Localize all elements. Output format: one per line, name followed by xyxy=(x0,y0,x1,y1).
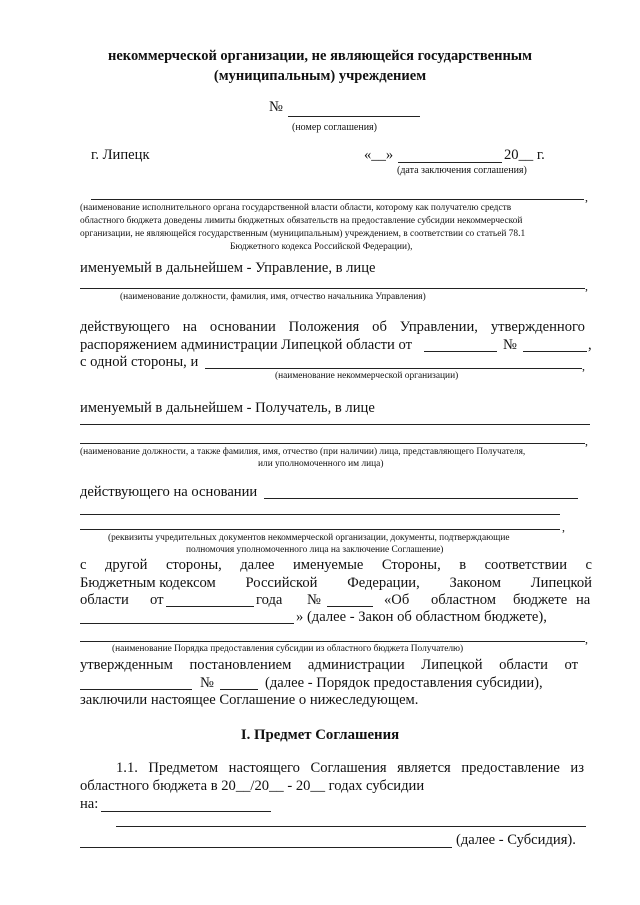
order-comma: , xyxy=(585,632,588,646)
doc-title-line1: некоммерческой организации, не являющейся государственным xyxy=(107,48,533,64)
approved-word: области xyxy=(499,657,548,673)
parties-row2 xyxy=(80,575,592,592)
section1-word: 1.1. xyxy=(116,760,138,776)
basis-line1 xyxy=(80,319,585,336)
parties-word: далее xyxy=(240,557,275,573)
parties-row3-on: на xyxy=(576,592,591,608)
date-year: 20__ г. xyxy=(504,147,545,163)
parties-word: Липецкой xyxy=(530,575,592,591)
recipient-comma: , xyxy=(585,434,588,448)
approved-row3: заключили настоящее Соглашение о нижеследующем. xyxy=(80,692,419,708)
org-name-field[interactable] xyxy=(205,368,582,369)
authority-caption-1: (наименование исполнительного органа государственной власти области, которому как получателю средств xyxy=(80,203,512,213)
parties-word: стороны, xyxy=(165,557,222,573)
section1-word: из xyxy=(570,760,584,776)
parties-row1 xyxy=(80,557,592,574)
parties-word: Стороны, xyxy=(381,557,441,573)
basis-word: Управлении, xyxy=(399,319,478,335)
city: г. Липецк xyxy=(91,147,150,163)
parties-row3-from: от xyxy=(150,592,164,608)
section1-p1 xyxy=(116,760,584,777)
basis-word: утвержденного xyxy=(490,319,585,335)
authority-caption-2: областного бюджета доведены лимиты бюджетных обязательств на предоставление субсидии некоммерческой xyxy=(80,216,523,226)
authority-caption-4: Бюджетного кодекса Российской Федерации), xyxy=(230,242,413,252)
parties-word: соответствии xyxy=(484,557,568,573)
section1-p3: на: xyxy=(80,796,99,812)
section1-heading: I. Предмет Соглашения xyxy=(240,727,400,743)
basis-comma-2: , xyxy=(588,337,592,353)
parties-row3-ob: «Об xyxy=(384,592,410,608)
parties-word: Законом xyxy=(449,575,501,591)
resolution-number-field[interactable] xyxy=(220,689,258,690)
parties-word: Российской xyxy=(245,575,318,591)
recipient-basis-field-3[interactable] xyxy=(80,529,560,530)
parties-word: Федерации, xyxy=(347,575,420,591)
requisites-caption-1: (реквизиты учредительных документов некоммерческой организации, документы, подтверждающие xyxy=(108,533,510,543)
parties-row3-no: № xyxy=(307,592,321,608)
parties-row3-year: года xyxy=(256,592,283,608)
approved-word: постановлением xyxy=(189,657,292,673)
order-number-field[interactable] xyxy=(523,351,587,352)
authority-field[interactable] xyxy=(91,199,584,200)
section1-word: Соглашения xyxy=(310,760,387,776)
org-caption: (наименование некоммерческой организации) xyxy=(275,371,459,381)
basis-word: действующего xyxy=(80,319,170,335)
subsidy-target-field-1[interactable] xyxy=(101,811,271,812)
section1-word: Предметом xyxy=(148,760,219,776)
basis-comma-3: , xyxy=(582,359,585,373)
parties-row4: » (далее - Закон об областном бюджете), xyxy=(296,609,547,625)
head-field[interactable] xyxy=(80,288,585,289)
date-caption: (дата заключения соглашения) xyxy=(397,165,527,176)
recipient-acting: действующего на основании xyxy=(80,484,258,500)
basis-number-label: № xyxy=(503,337,517,353)
number-field[interactable] xyxy=(288,116,420,117)
recipient-named: именуемый в дальнейшем - Получатель, в лице xyxy=(80,400,375,416)
parties-word: именуемые xyxy=(292,557,364,573)
parties-word: Бюджетным кодексом xyxy=(80,575,216,591)
basis-word: Положения xyxy=(288,319,360,335)
basis-line3-text: с одной стороны, и xyxy=(80,354,199,370)
head-comma: , xyxy=(585,279,588,293)
parties-word: в xyxy=(459,557,467,573)
date-month-field[interactable] xyxy=(398,162,502,163)
parties-word: с xyxy=(585,557,592,573)
recipient-caption-1: (наименование должности, а также фамилия, имя, отчество (при наличии) лица, представляющего Получателя, xyxy=(80,447,526,457)
recipient-basis-field-1[interactable] xyxy=(264,498,578,499)
recipient-basis-field-2[interactable] xyxy=(80,514,560,515)
basis-word: на xyxy=(182,319,197,335)
authority-named: именуемый в дальнейшем - Управление, в лице xyxy=(80,260,376,276)
recipient-caption-2: или уполномоченного им лица) xyxy=(258,459,384,469)
recipient-head-field-2[interactable] xyxy=(80,443,585,444)
approved-row2-text: (далее - Порядок предоставления субсидии), xyxy=(265,675,543,691)
date-day: «__» xyxy=(364,147,394,163)
authority-caption-3: организации, не являющейся государственным (муниципальным) учреждением, в соответствии со статьей 78.1 xyxy=(80,229,526,239)
parties-row3-regional: областном xyxy=(431,592,497,608)
budget-years-field[interactable] xyxy=(80,623,294,624)
subsidy-target-field-2[interactable] xyxy=(116,826,586,827)
order-date-field[interactable] xyxy=(424,351,497,352)
basis-line2-text: распоряжением администрации Липецкой области от xyxy=(80,337,412,353)
approved-word: от xyxy=(564,657,578,673)
recipient-head-field-1[interactable] xyxy=(80,424,590,425)
requisites-caption-2: полномочия уполномоченного лица на заключение Соглашение) xyxy=(186,545,444,555)
parties-row3-budget: бюджете xyxy=(513,592,568,608)
section1-word: является xyxy=(397,760,451,776)
doc-title-line2: (муниципальным) учреждением xyxy=(213,68,427,84)
section1-word: предоставление xyxy=(461,760,560,776)
section1-p4: (далее - Субсидия). xyxy=(456,832,576,848)
subsidy-target-field-3[interactable] xyxy=(80,847,452,848)
approved-no: № xyxy=(200,675,214,691)
parties-word: с xyxy=(80,557,87,573)
head-caption: (наименование должности, фамилия, имя, отчество начальника Управления) xyxy=(120,292,426,302)
section1-word: настоящего xyxy=(228,760,300,776)
approved-word: Липецкой xyxy=(421,657,483,673)
basis-word: об xyxy=(372,319,387,335)
law-number-field[interactable] xyxy=(327,606,373,607)
approved-word: утвержденным xyxy=(80,657,173,673)
basis-word: основании xyxy=(209,319,276,335)
approved-row1 xyxy=(80,657,578,674)
order-name-field[interactable] xyxy=(80,641,585,642)
law-date-field[interactable] xyxy=(166,606,254,607)
approved-word: администрации xyxy=(307,657,405,673)
order-caption: (наименование Порядка предоставления субсидии из областного бюджета Получателю) xyxy=(112,644,464,654)
resolution-date-field[interactable] xyxy=(80,689,192,690)
section1-p2: областного бюджета в 20__/20__ - 20__ годах субсидии xyxy=(80,778,425,794)
number-caption: (номер соглашения) xyxy=(292,122,377,133)
authority-comma: , xyxy=(585,190,588,204)
number-label: № xyxy=(269,99,283,115)
parties-word: другой xyxy=(104,557,148,573)
recipient-basis-comma: , xyxy=(562,520,565,534)
parties-row3-area: области xyxy=(80,592,129,608)
